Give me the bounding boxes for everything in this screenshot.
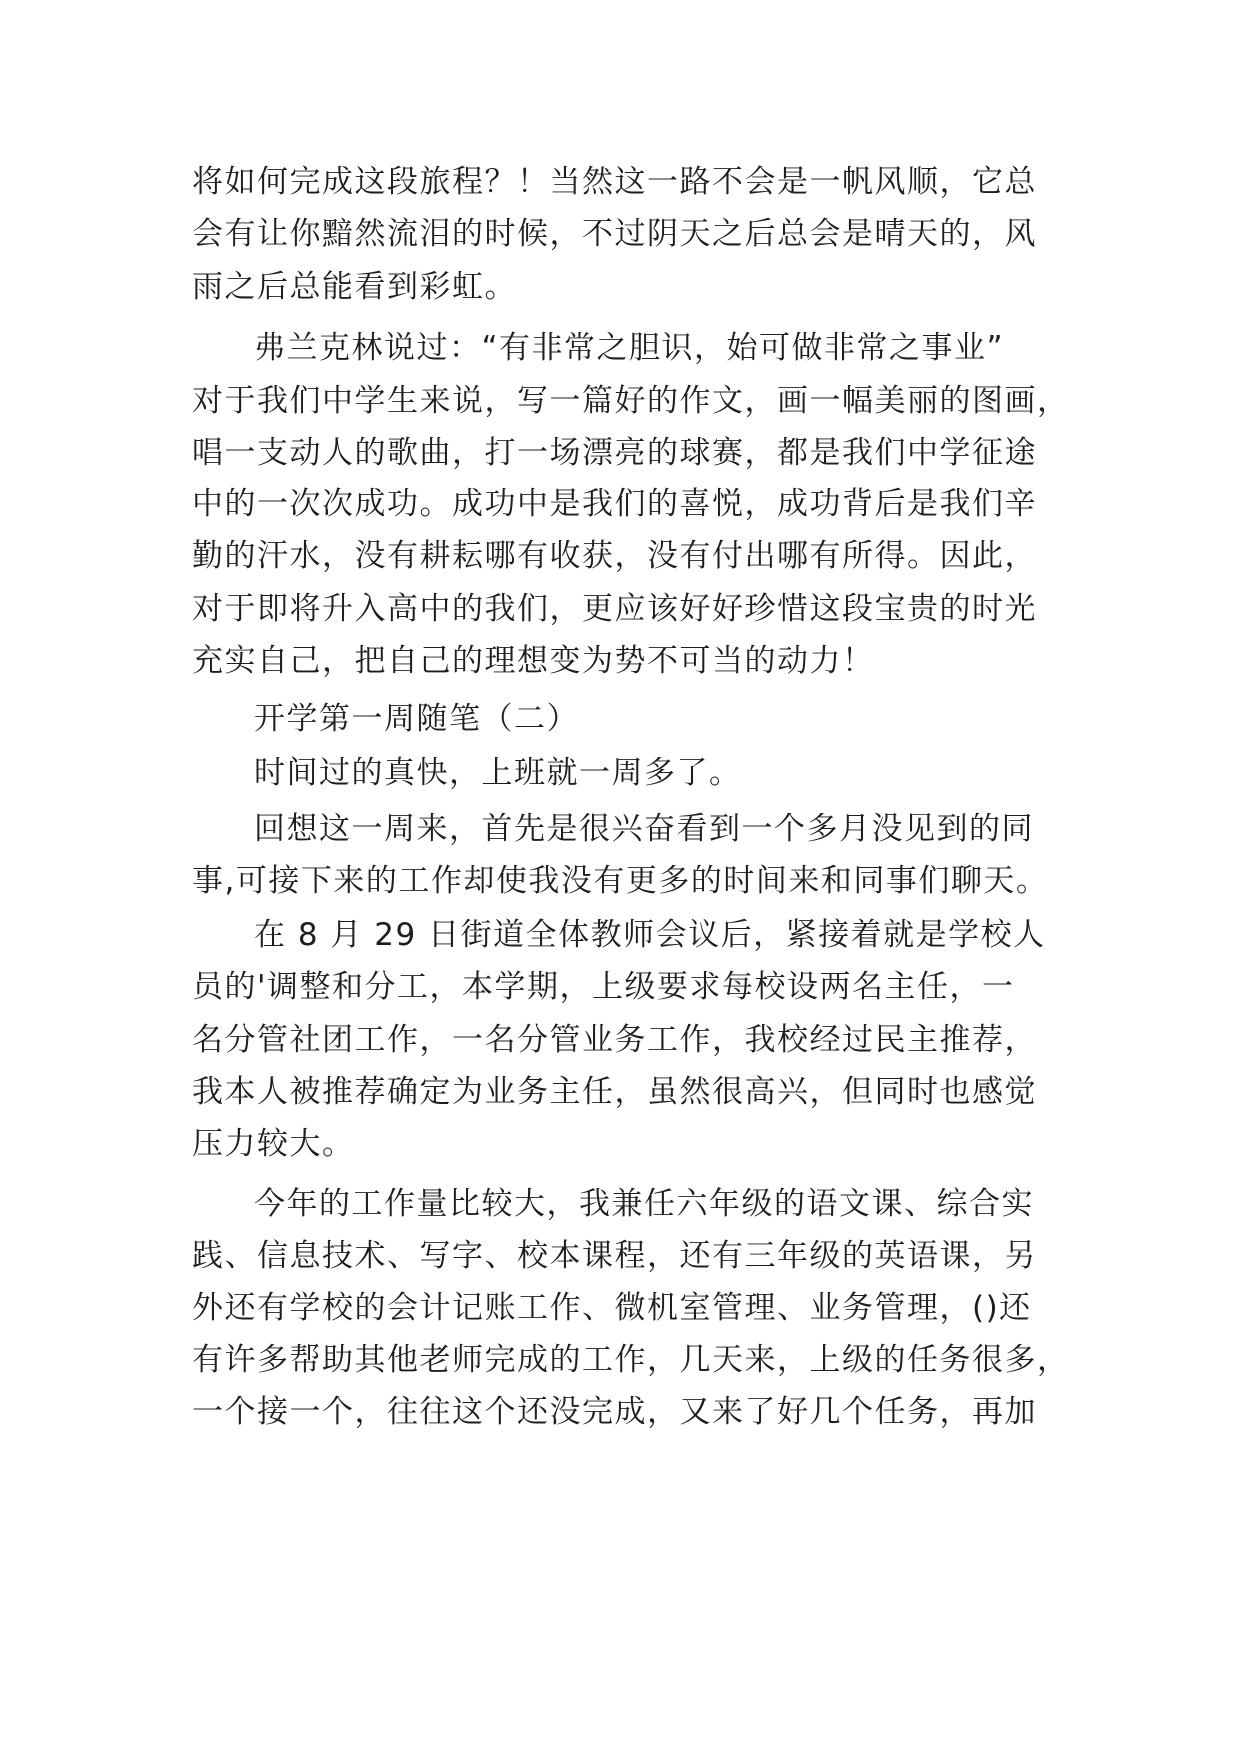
text-line: 唱一支动人的歌曲，打一场漂亮的球赛，都是我们中学征途: [192, 435, 1037, 471]
text-line: 在 8 月 29 日街道全体教师会议后，紧接着就是学校人: [254, 917, 1046, 953]
text-line: 对于我们中学生来说，写一篇好的作文，画一幅美丽的图画，: [192, 383, 1070, 419]
text-line: 压力较大。: [192, 1126, 355, 1162]
section-heading: 开学第一周随笔（二）: [254, 701, 579, 737]
text-line: 今年的工作量比较大，我兼任六年级的语文课、综合实: [254, 1186, 1034, 1222]
text-line: 事,可接下来的工作却使我没有更多的时间来和同事们聊天。: [192, 863, 1049, 899]
text-line: 时间过的真快，上班就一周多了。: [254, 755, 742, 791]
text-line: 充实自己，把自己的理想变为势不可当的动力！: [192, 643, 875, 679]
text-line: 名分管社团工作，一名分管业务工作，我校经过民主推荐，: [192, 1022, 1037, 1058]
text-line: 践、信息技术、写字、校本课程，还有三年级的英语课，另: [192, 1238, 1037, 1274]
text-line: 雨之后总能看到彩虹。: [192, 269, 517, 305]
text-line: 有许多帮助其他老师完成的工作，几天来，上级的任务很多，: [192, 1342, 1070, 1378]
text-line: 一个接一个，往往这个还没完成，又来了好几个任务，再加: [192, 1394, 1037, 1430]
text-line: 外还有学校的会计记账工作、微机室管理、业务管理，()还: [192, 1290, 1032, 1326]
text-line: 回想这一周来，首先是很兴奋看到一个多月没见到的同: [254, 811, 1034, 847]
text-line: 员的'调整和分工，本学期，上级要求每校设两名主任，一: [192, 969, 1015, 1005]
text-line: 勤的汗水，没有耕耘哪有收获，没有付出哪有所得。因此，: [192, 538, 1037, 574]
text-line: 会有让你黯然流泪的时候，不过阴天之后总会是晴天的，风: [192, 216, 1037, 252]
text-line: 中的一次次成功。成功中是我们的喜悦，成功背后是我们辛: [192, 486, 1037, 522]
text-line: 对于即将升入高中的我们，更应该好好珍惜这段宝贵的时光: [192, 591, 1037, 627]
text-line: 弗兰克林说过：“有非常之胆识，始可做非常之事业”: [254, 330, 1005, 366]
text-line: 我本人被推荐确定为业务主任，虽然很高兴，但同时也感觉: [192, 1074, 1037, 1110]
text-line: 将如何完成这段旅程？！当然这一路不会是一帆风顺，它总: [192, 164, 1037, 200]
